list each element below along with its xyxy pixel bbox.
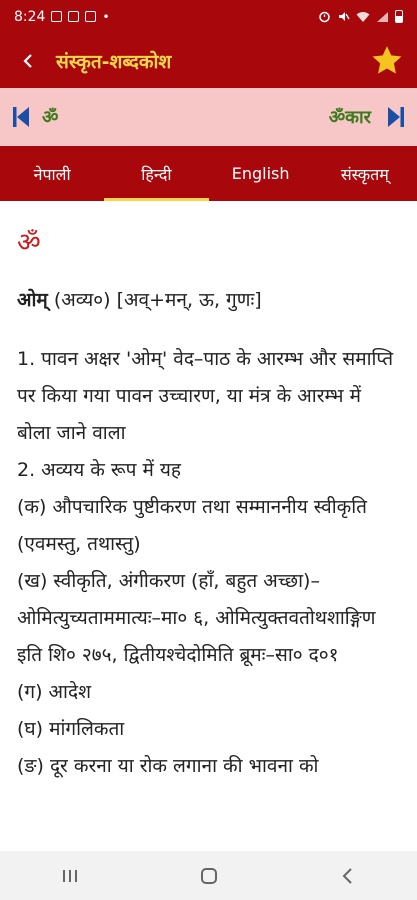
word-navigation-bar xyxy=(0,88,417,146)
system-navigation-bar xyxy=(0,851,417,900)
meaning-item: (क) औपचारिक पुष्टीकरण तथा सम्माननीय स्वीकृति (एवमस्तु, तथास्तु) xyxy=(17,496,367,555)
current-word-label: ॐ xyxy=(42,107,59,128)
signal-icon xyxy=(376,11,389,23)
status-bar xyxy=(0,0,417,33)
entry-word: ओम् xyxy=(17,289,48,311)
meaning-item: (घ) मांगलिकता xyxy=(17,718,125,740)
definition-content[interactable] xyxy=(0,201,417,851)
status-time: 8:24 xyxy=(14,8,46,25)
back-button[interactable] xyxy=(0,33,56,88)
next-word-button[interactable] xyxy=(375,88,417,146)
wifi-icon xyxy=(356,11,370,23)
recent-apps-button[interactable] xyxy=(40,851,100,900)
gallery-notification-icon xyxy=(51,11,62,22)
meanings-list xyxy=(17,341,399,785)
message-notification-icon xyxy=(85,11,96,22)
recent-apps-icon xyxy=(61,868,79,884)
status-right xyxy=(318,10,403,23)
headword: ॐ xyxy=(17,228,41,258)
tab-sanskrit[interactable]: संस्कृतम् xyxy=(340,164,389,184)
star-icon xyxy=(370,44,404,77)
entry-header xyxy=(17,285,399,315)
entry-grammar: (अव्य०) [अव्+मन्, ऊ, गुणः] xyxy=(47,289,262,311)
app-bar xyxy=(0,33,417,88)
skip-next-icon xyxy=(386,105,406,129)
alarm-icon xyxy=(318,10,331,23)
meaning-item: 1. पावन अक्षर 'ओम्' वेद–पाठ के आरम्भ और समाप्ति पर किया गया पावन उच्चारण, या मंत्र के आरम्भ में बोला जाने वाला xyxy=(17,348,394,444)
status-left xyxy=(14,9,110,25)
chevron-left-icon xyxy=(22,53,34,69)
home-button[interactable] xyxy=(179,851,239,900)
home-icon xyxy=(200,867,218,885)
more-notifications-dot: • xyxy=(102,9,110,24)
meaning-item: 2. अव्यय के रूप में यह xyxy=(17,459,181,481)
back-arrow-icon xyxy=(341,867,355,885)
app-notification-icon xyxy=(68,11,79,22)
skip-previous-icon xyxy=(11,105,31,129)
next-word-label[interactable]: ॐकार xyxy=(328,107,371,128)
battery-icon xyxy=(395,10,403,23)
tab-hindi[interactable]: हिन्दी xyxy=(104,146,208,201)
tab-english[interactable]: English xyxy=(231,164,290,183)
favorite-button[interactable] xyxy=(357,33,417,88)
tab-nepali[interactable]: नेपाली xyxy=(33,164,71,184)
app-title: संस्कृत-शब्दकोश xyxy=(56,50,172,73)
meaning-item: (ख) स्वीकृति, अंगीकरण (हाँ, बहुत अच्छा)–ओमित्युच्यताममात्यः–मा० ६, ओमित्युक्तवतोथशाङ्गिण इति शि० २७५, द्वितीयश्चेदोमिति ब्रूमः–सा० द०१ xyxy=(17,570,376,666)
previous-word-button[interactable] xyxy=(0,88,42,146)
mute-icon xyxy=(337,10,350,23)
meaning-item: (ग) आदेश xyxy=(17,681,91,703)
system-back-button[interactable] xyxy=(318,851,378,900)
language-tabs xyxy=(0,146,417,201)
meaning-item: (ङ) दूर करना या रोक लगाना की भावना को xyxy=(17,755,319,777)
